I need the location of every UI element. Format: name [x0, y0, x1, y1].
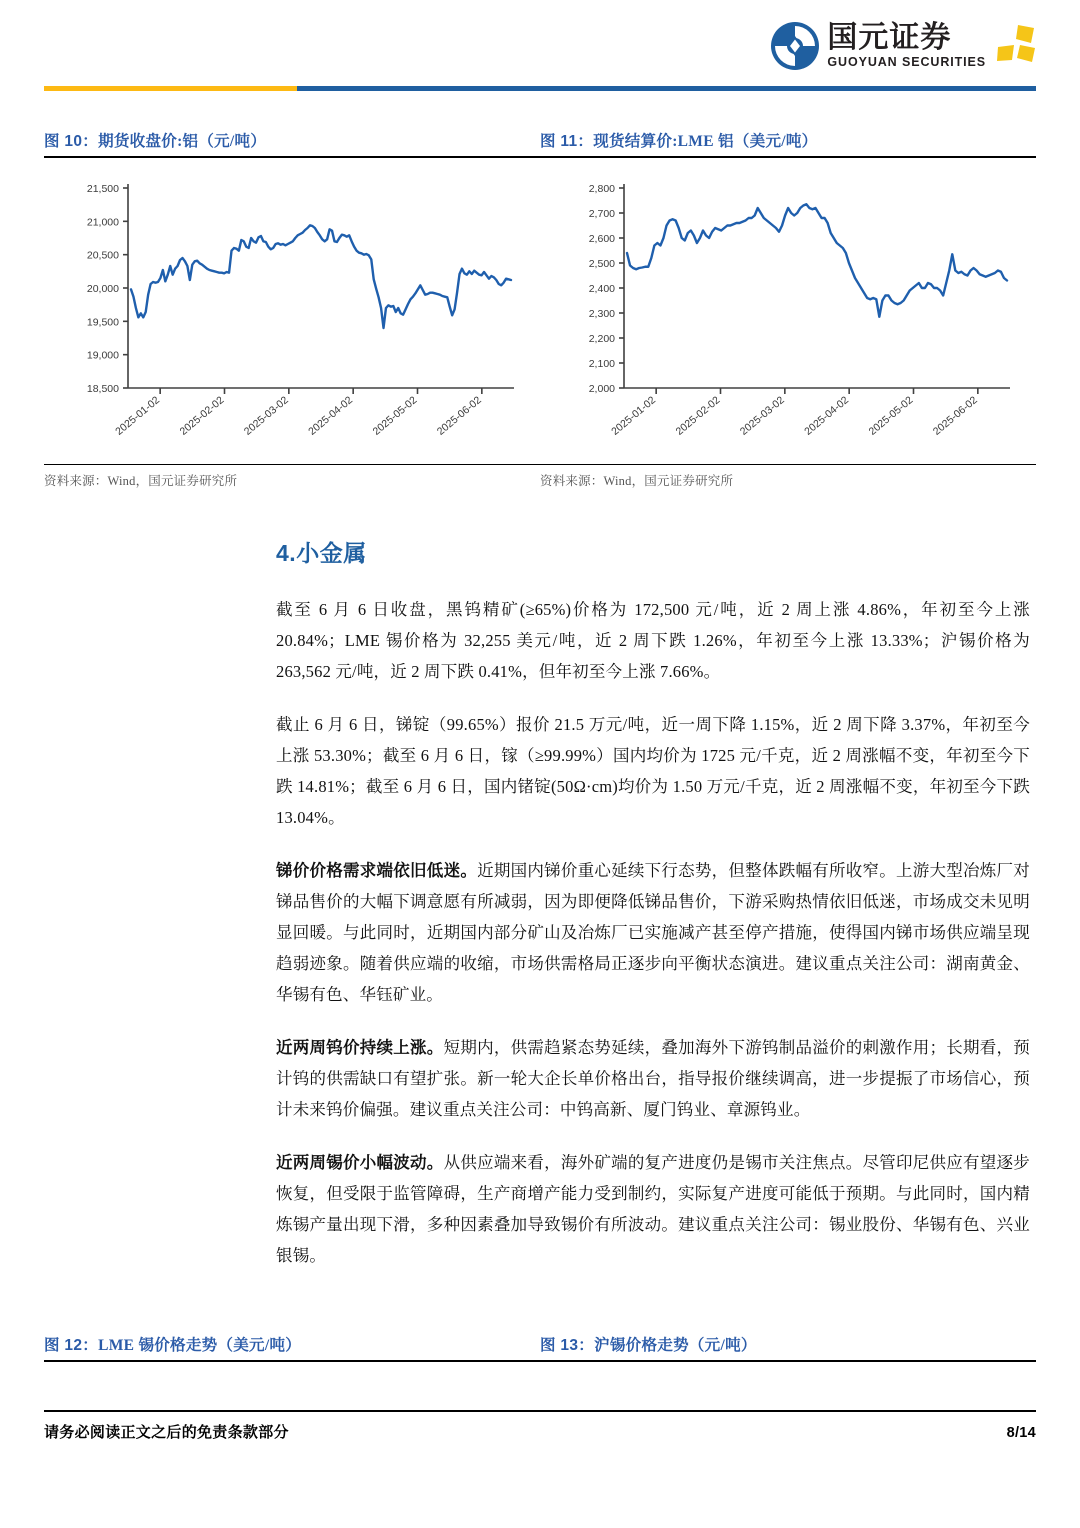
- figure-13-number: 图 13：: [540, 1337, 595, 1354]
- header-divider: [44, 86, 1036, 91]
- svg-text:2025-05-02: 2025-05-02: [370, 394, 420, 438]
- figure-13-caption: [540, 1333, 1036, 1360]
- svg-text:2025-04-02: 2025-04-02: [306, 394, 356, 438]
- source-note-figure-11: 资料来源：Wind，国元证券研究所: [540, 474, 734, 488]
- svg-text:2,400: 2,400: [588, 283, 615, 295]
- logo-title-en: GUOYUAN SECURITIES: [827, 55, 986, 70]
- svg-text:2025-03-02: 2025-03-02: [241, 394, 291, 438]
- source-note-figure-11-cell: [540, 471, 1036, 489]
- paragraph-tin-body: 从供应端来看，海外矿端的复产进度仍是锡市关注焦点。尽管印尼供应有望逐步恢复，但受限于监管障碍，生产商增产能力受到制约，实际复产进度可能低于预期。与此同时，国内精炼锡产量出现下滑，多种因素叠加导致锡价有所波动。建议重点关注公司：锡业股份、华锡有色、兴业银锡。: [276, 1153, 1031, 1265]
- page-header: [44, 0, 1036, 78]
- source-note-row: [44, 465, 1036, 491]
- svg-text:19,000: 19,000: [86, 349, 119, 362]
- paragraph-antimony: [276, 855, 1030, 1010]
- svg-text:21,000: 21,000: [86, 216, 119, 229]
- figure-13-caption-cell: [540, 1333, 1036, 1360]
- paragraph-tin: [276, 1147, 1030, 1271]
- figure-12-caption: [44, 1333, 530, 1360]
- svg-text:2025-01-02: 2025-01-02: [113, 394, 163, 438]
- svg-text:2025-03-02: 2025-03-02: [737, 394, 787, 438]
- charts-container: [44, 156, 1036, 465]
- page-footer: [44, 1410, 1036, 1442]
- figure-caption-row-bottom: [44, 1333, 1036, 1360]
- page-title: [276, 535, 1030, 568]
- svg-text:20,500: 20,500: [86, 249, 119, 262]
- figure-12-caption-cell: [44, 1333, 540, 1360]
- svg-text:2,200: 2,200: [588, 333, 615, 345]
- bottom-figure-divider: [44, 1360, 1036, 1362]
- svg-text:2025-02-02: 2025-02-02: [177, 394, 227, 438]
- figure-10-caption-cell: [44, 129, 540, 156]
- figure-13-title: 沪锡价格走势（元/吨）: [594, 1337, 757, 1354]
- svg-text:2025-02-02: 2025-02-02: [673, 394, 723, 438]
- svg-text:2025-06-02: 2025-06-02: [434, 394, 484, 438]
- figure-12-title: LME 锡价格走势（美元/吨）: [98, 1337, 302, 1354]
- svg-text:2025-01-02: 2025-01-02: [609, 394, 659, 438]
- section-number: 4.: [276, 540, 297, 566]
- figure-10-number: 图 10：: [44, 133, 99, 150]
- svg-text:19,500: 19,500: [86, 316, 119, 329]
- chart-lme-aluminum-spot: [540, 158, 1036, 464]
- svg-text:2025-04-02: 2025-04-02: [802, 394, 852, 438]
- chart-aluminum-futures: [44, 158, 540, 464]
- paragraph-summary-1: 截至 6 月 6 日收盘，黑钨精矿(≥65%)价格为 172,500 元/吨，近 2 周上涨 4.86%，年初至今上涨 20.84%；LME 锡价格为 32,255 美元/吨，近 2 周下跌 1.26%，年初至今上涨 13.33%；沪锡价格为 263,562 元/吨，近 2 周下跌 0.41%，但年初至今上涨 7.66%。: [276, 600, 1030, 681]
- svg-text:2,500: 2,500: [588, 258, 615, 270]
- svg-text:2,700: 2,700: [588, 208, 615, 220]
- svg-text:18,500: 18,500: [86, 383, 119, 395]
- source-note-figure-10-cell: [44, 471, 540, 489]
- footer-divider: [44, 1410, 1036, 1412]
- svg-text:20,000: 20,000: [86, 283, 119, 295]
- divider-yellow-segment: [44, 86, 297, 91]
- footer-page-number: 8/14: [1006, 1425, 1036, 1441]
- paragraph-tungsten-body: 短期内，供需趋紧态势延续，叠加海外下游钨制品溢价的刺激作用；长期看，预计钨的供需缺口有望扩张。新一轮大企长单价格出台，指导报价继续调高，进一步提振了市场信心，预计未来钨价偏强。建议重点关注公司：中钨高新、厦门钨业、章源钨业。: [276, 1038, 1031, 1119]
- svg-text:2025-06-02: 2025-06-02: [930, 394, 980, 438]
- svg-text:2,300: 2,300: [588, 308, 615, 320]
- divider-blue-segment: [297, 86, 1036, 91]
- figure-11-caption-cell: [540, 129, 1036, 156]
- footer-disclaimer: 请务必阅读正文之后的免责条款部分: [44, 1425, 289, 1441]
- svg-text:2025-05-02: 2025-05-02: [866, 394, 916, 438]
- footer-content: [44, 1421, 1036, 1442]
- source-note-figure-10: 资料来源：Wind，国元证券研究所: [44, 474, 238, 488]
- figure-11-caption: [540, 129, 1036, 156]
- figure-11-number: 图 11：: [540, 133, 594, 150]
- paragraph-tungsten-lead: 近两周钨价持续上涨。: [276, 1038, 444, 1057]
- paragraph-antimony-body: 近期国内锑价重心延续下行态势，但整体跌幅有所收窄。上游大型冶炼厂对锑品售价的大幅下调意愿有所减弱，因为即便降低锑品售价，下游采购热情依旧低迷，市场成交未见明显回暖。与此同时，近期国内部分矿山及冶炼厂已实施减产甚至停产措施，使得国内锑市场供应端呈现趋弱迹象。随着供应端的收缩，市场供需格局正逐步向平衡状态演进。建议重点关注公司：湖南黄金、华锡有色、华钰矿业。: [276, 861, 1030, 1004]
- flags-icon: [996, 23, 1036, 69]
- company-logo: [769, 20, 1036, 72]
- paragraph-tin-lead: 近两周锡价小幅波动。: [276, 1153, 444, 1172]
- logo-text: [827, 23, 986, 69]
- article-body: [276, 535, 1030, 1271]
- svg-text:2,000: 2,000: [588, 383, 615, 395]
- figure-10-title: 期货收盘价:铝（元/吨）: [98, 133, 267, 150]
- svg-text:2,800: 2,800: [588, 183, 615, 195]
- aluminum-futures-line-chart: [44, 170, 524, 460]
- paragraph-tungsten: [276, 1032, 1030, 1125]
- guoyuan-logo-icon: [769, 20, 821, 72]
- logo-title-cn: 国元证券: [827, 21, 952, 55]
- lme-aluminum-spot-line-chart: [540, 170, 1020, 460]
- paragraph-antimony-lead: 锑价价格需求端依旧低迷。: [276, 861, 478, 880]
- svg-text:2,600: 2,600: [588, 233, 615, 245]
- svg-text:21,500: 21,500: [86, 183, 119, 195]
- figure-10-caption: [44, 129, 530, 156]
- figure-12-number: 图 12：: [44, 1337, 99, 1354]
- svg-text:2,100: 2,100: [588, 358, 615, 370]
- paragraph-summary-2: 截止 6 月 6 日，锑锭（99.65%）报价 21.5 万元/吨，近一周下降 1.15%，近 2 周下降 3.37%，年初至今上涨 53.30%；截至 6 月 6 日，镓（≥99.99%）国内均价为 1725 元/千克，近 2 周涨幅不变，年初至今下跌 14.81%；截至 6 月 6 日，国内锗锭(50Ω·cm)均价为 1.50 万元/千克，近 2 周涨幅不变，年初至今下跌 13.04%。: [276, 715, 1030, 827]
- figure-11-title: 现货结算价:LME 铝（美元/吨）: [593, 133, 818, 150]
- section-title-text: 小金属: [296, 541, 367, 566]
- figure-caption-row-top: [44, 129, 1036, 156]
